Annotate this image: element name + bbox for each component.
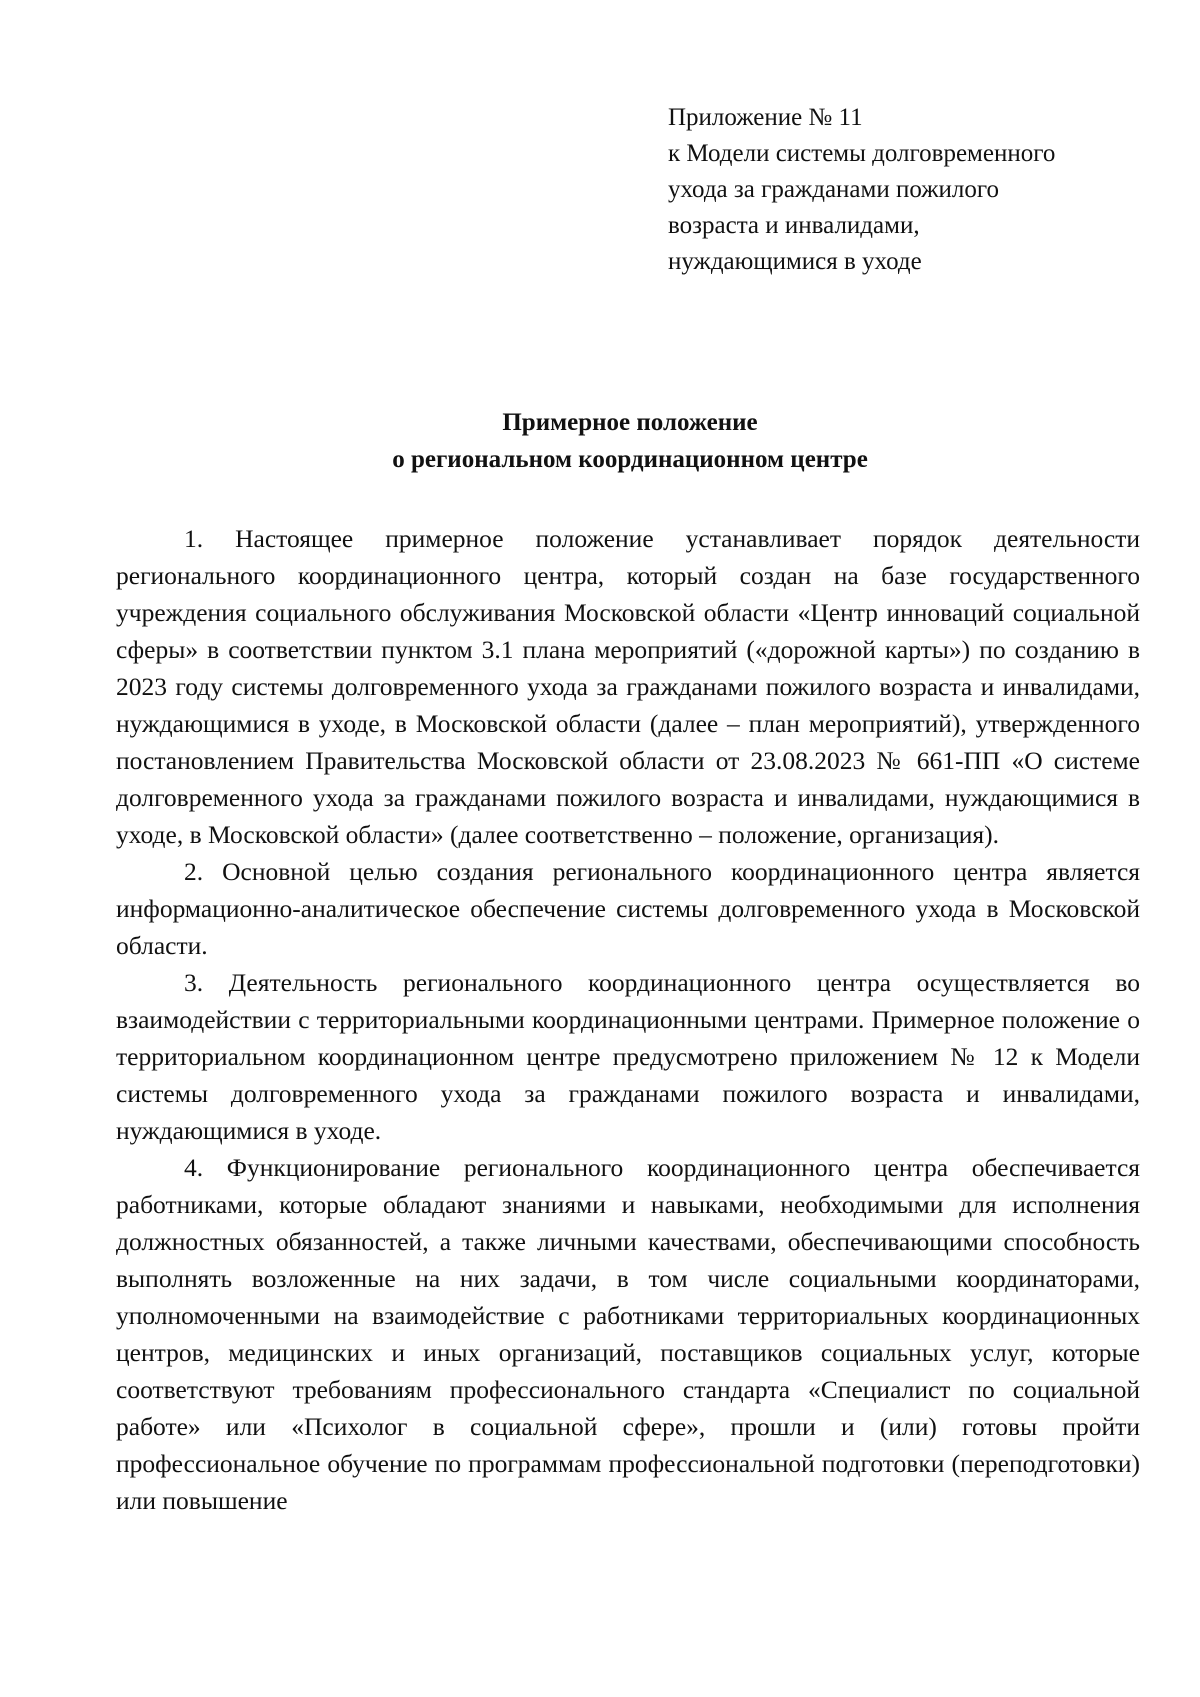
paragraph-4: 4. Функционирование регионального координационного центра обеспечивается работниками, которые обладают знаниями и навыками, необходимыми для исполнения должностных обязанностей, а также личными качествами, обеспечивающими способность выполнять возложенные на них задачи, в том числе социальными координаторами, уполномоченными на взаимодействие с работниками территориальных координационных центров, медицинских и иных организаций, поставщиков социальных услуг, которые соответствуют требованиям профессионального стандарта «Специалист по социальной работе» или «Психолог в социальной сфере», прошли и (или) готовы пройти профессиональное обучение по программам профессиональной подготовки (переподготовки) или повышение bbox=[116, 1153, 1140, 1515]
paragraph-1: 1. Настоящее примерное положение устанавливает порядок деятельности регионального координационного центра, который создан на базе государственного учреждения социального обслуживания Московской области «Центр инноваций социальной сферы» в соответствии пунктом 3.1 плана мероприятий («дорожной карты») по созданию в 2023 году системы долговременного ухода за гражданами пожилого возраста и инвалидами, нуждающимися в уходе, в Московской области (далее – план мероприятий), утвержденного постановлением Правительства Московской области от 23.08.2023 № 661-ПП «О системе долговременного ухода за гражданами пожилого возраста и инвалидами, нуждающимися в уходе, в Московской области» (далее соответственно – положение, организация). bbox=[116, 524, 1140, 849]
appendix-line: к Модели системы долговременного bbox=[668, 140, 1056, 167]
appendix-line: ухода за гражданами пожилого bbox=[668, 176, 999, 203]
appendix-line: возраста и инвалидами, bbox=[668, 212, 920, 239]
document-body bbox=[116, 520, 1140, 1519]
paragraph-2: 2. Основной целью создания регионального координационного центра является информационно-аналитическое обеспечение системы долговременного ухода в Московской области. bbox=[116, 857, 1140, 960]
title-line-2: о региональном координационном центре bbox=[392, 446, 868, 473]
appendix-header bbox=[668, 100, 1138, 280]
title-line-1: Примерное положение bbox=[502, 409, 758, 436]
appendix-line: Приложение № 11 bbox=[668, 104, 863, 131]
appendix-line: нуждающимися в уходе bbox=[668, 248, 922, 275]
paragraph-3: 3. Деятельность регионального координационного центра осуществляется во взаимодействии с территориальными координационными центрами. Примерное положение о территориальном координационном центре предусмотрено приложением № 12 к Модели системы долговременного ухода за гражданами пожилого возраста и инвалидами, нуждающимися в уходе. bbox=[116, 968, 1140, 1145]
document-title bbox=[0, 404, 1200, 478]
